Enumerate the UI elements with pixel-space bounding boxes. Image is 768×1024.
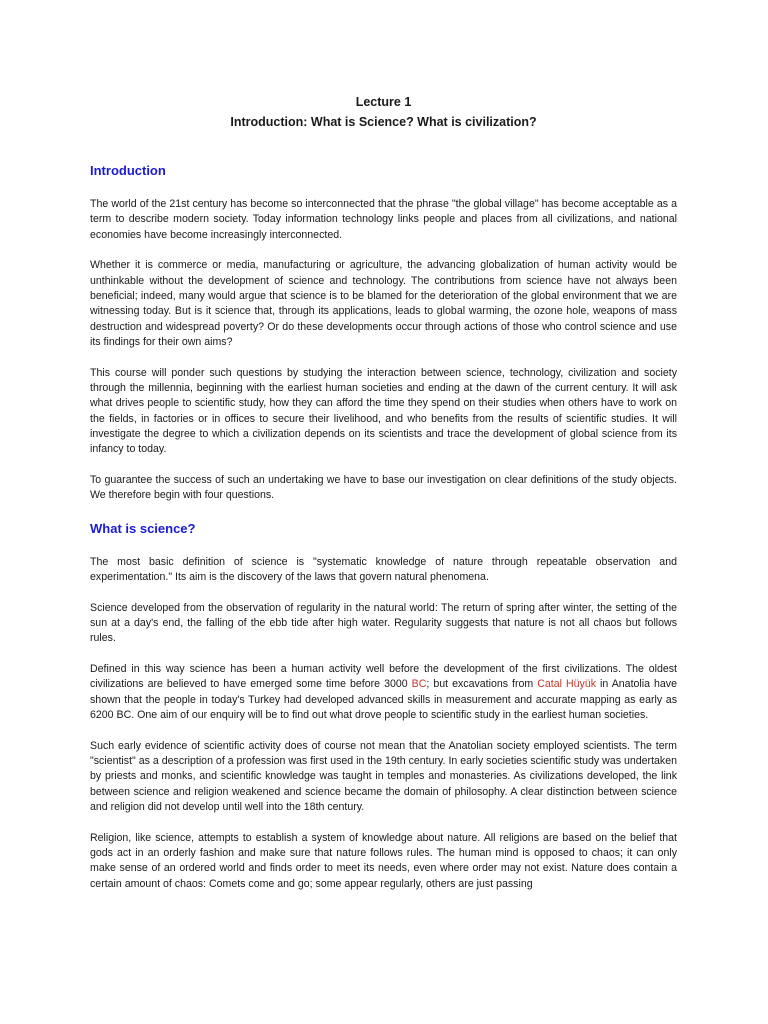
paragraph: Such early evidence of scientific activity does of course not mean that the Anatolian society employed scientists. The term "scientist" as a description of a profession was first used in the 19th century. In early societies scientific study was undertaken by priests and monks, and scientific knowledge was taught in temples and monasteries. As civilizations developed, the link between science and religion weakened and science became the domain of philosophy. A clear distinction between science and religion did not develop until well into the 18th century. <box>90 739 677 813</box>
paragraph: Science developed from the observation of regularity in the natural world: The return of spring after winter, the setting of the sun at a day's end, the falling of the ebb tide after high water. Regularity suggests that nature is not all chaos but follows rules. <box>90 601 677 645</box>
section-heading-introduction: Introduction <box>90 163 166 178</box>
paragraph: To guarantee the success of such an undertaking we have to base our investigation on clear definitions of the study objects. We therefore begin with four questions. <box>90 473 677 502</box>
paragraph: Whether it is commerce or media, manufacturing or agriculture, the advancing globalization of human activity would be unthinkable without the development of science and technology. The contributions from science have not always been beneficial; indeed, many would argue that science is to be blamed for the deterioration of the global environment that we are witnessing today. But is it science that, through its applications, leads to global warming, the ozone hole, weapons of mass destruction and widespread poverty? Or do these developments occur through actions of those who control science and use its findings for their own aims? <box>90 259 677 348</box>
paragraph: This course will ponder such questions by studying the interaction between science, technology, civilization and society through the millennia, beginning with the earliest human societies and ending at the dawn of the current century. It will ask what drives people to scientific study, how they can afford the time they spend on their studies when others have to work on the fields, in factories or in offices to secure their livelihood, and who benefits from the results of scientific studies. It will investigate the degree to which a civilization depends on its scientists and trace the development of global science from its infancy to today. <box>90 366 677 456</box>
lecture-subtitle: Introduction: What is Science? What is civilization? <box>230 115 537 129</box>
lecture-title: Lecture 1 <box>355 95 412 109</box>
text: ; but excavations from <box>426 678 538 691</box>
paragraph-with-links <box>90 662 677 723</box>
section-heading-what-is-science: What is science? <box>90 520 196 536</box>
paragraph: Religion, like science, attempts to establish a system of knowledge about nature. All religions are based on the belief that gods act in an orderly fashion and make sure that nature follows rules. The human mind is opposed to chaos; it can only make sense of an ordered world and finds order to meet its needs, even where order may not exist. Nature does contain a certain amount of chaos: Comets come and go; some appear regularly, others are just passing <box>90 831 677 890</box>
document-page <box>90 92 677 892</box>
text: Defined in this way science has been a human activity well before the development of the first civilizations. The oldest civilizations are believed to have emerged some time before 3000 <box>90 663 677 691</box>
paragraph: The most basic definition of science is "systematic knowledge of nature through repeatable observation and experimentation." Its aim is the discovery of the laws that govern natural phenomena. <box>90 555 677 583</box>
bc-link[interactable]: BC <box>411 678 427 691</box>
text: in Anatolia have shown that the people in today's Turkey had developed advanced skills in measurement and accurate mapping as early as 6200 BC. One aim of our enquiry will be to find out what drove people to scientific study in the earliest human societies. <box>90 678 677 721</box>
catal-huyuk-link[interactable]: Catal Hüyük <box>537 678 597 691</box>
paragraph: The world of the 21st century has become so interconnected that the phrase "the global village" has become acceptable as a term to describe modern society. Today information technology links people and places from all civilizations, and national economies have become increasingly interconnected. <box>90 198 677 241</box>
